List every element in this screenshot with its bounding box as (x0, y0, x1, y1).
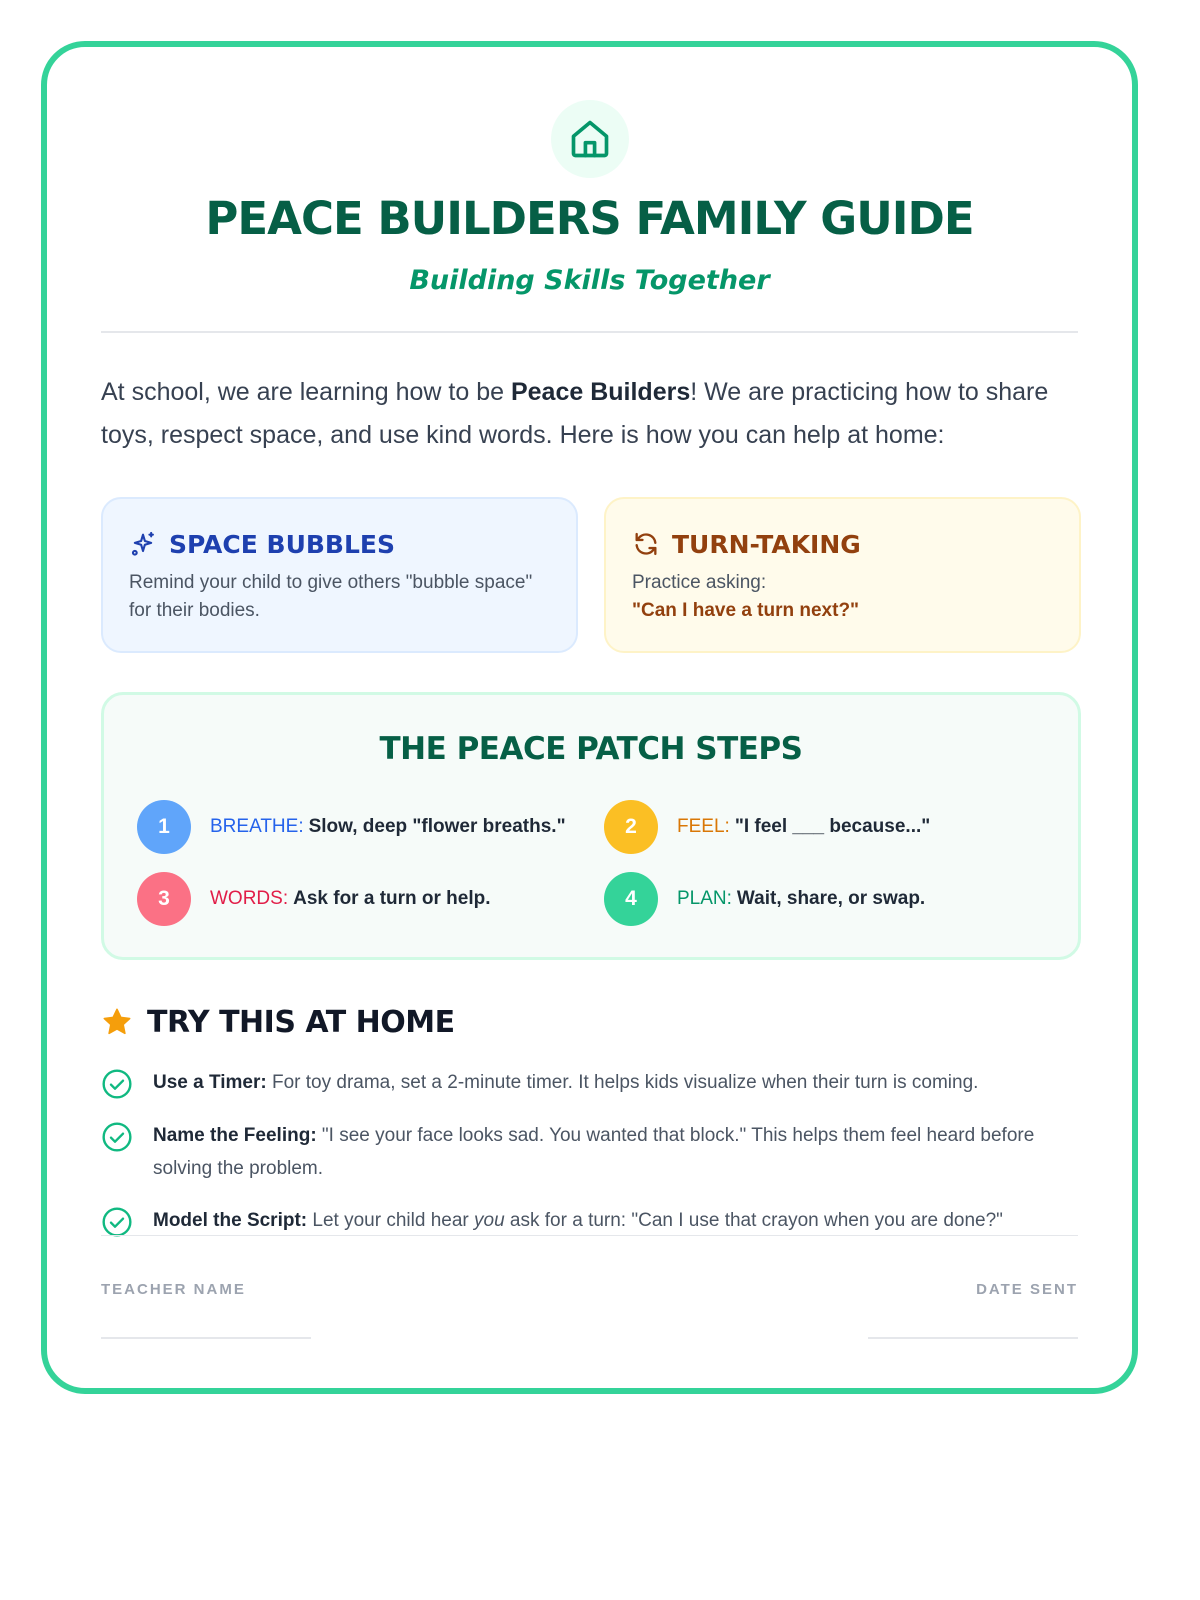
sparkles-icon (129, 530, 157, 558)
intro-text-start: At school, we are learning how to be (101, 378, 511, 406)
home-tip-text (153, 1119, 1078, 1185)
list-item (101, 1119, 1078, 1185)
step-text (210, 888, 491, 910)
turn-taking-quote: "Can I have a turn next?" (632, 600, 860, 621)
check-circle-icon (101, 1206, 133, 1238)
try-at-home-section (101, 1002, 1078, 1231)
step-description: Slow, deep "flower breaths." (308, 816, 566, 837)
try-at-home-header (101, 1002, 1078, 1042)
turn-taking-body (632, 569, 1053, 625)
step-text (677, 888, 925, 910)
star-icon (101, 1006, 133, 1038)
date-sent-label: DATE SENT (976, 1281, 1078, 1298)
step-number: 4 (604, 872, 658, 926)
turn-taking-card (604, 497, 1081, 653)
home-tip-detail: "I see your face looks sad. You wanted that block." This helps them feel heard before solving the problem. (153, 1125, 1035, 1179)
home-tip-text (153, 1204, 1003, 1237)
step-label: PLAN: (677, 888, 732, 909)
intro-highlight: Peace Builders (510, 378, 691, 406)
home-tip-label: Model the Script: (153, 1210, 308, 1231)
peace-patch-steps (101, 692, 1081, 960)
teacher-signature-line (101, 1337, 311, 1339)
try-at-home-title: TRY THIS AT HOME (147, 1004, 455, 1040)
intro-paragraph (101, 371, 1078, 457)
space-bubbles-title: SPACE BUBBLES (169, 529, 395, 559)
step-description: Ask for a turn or help. (293, 888, 491, 909)
home-tip-emphasis: you (474, 1210, 505, 1231)
footer-divider (101, 1235, 1078, 1236)
step-label: BREATHE: (210, 816, 304, 837)
step-number: 3 (137, 872, 191, 926)
step-text (210, 816, 566, 838)
step-feel (604, 800, 930, 854)
guide-card (41, 41, 1138, 1394)
check-circle-icon (101, 1068, 133, 1100)
header-divider (101, 331, 1078, 333)
step-description: "I feel ___ because..." (734, 816, 931, 837)
turn-taking-title: TURN-TAKING (672, 529, 861, 559)
page-subtitle: Building Skills Together (409, 265, 770, 296)
space-bubbles-header (129, 527, 550, 561)
step-text (677, 816, 930, 838)
step-breathe (137, 800, 566, 854)
home-icon (568, 117, 612, 161)
step-label: WORDS: (210, 888, 289, 909)
list-item (101, 1204, 1078, 1238)
refresh-icon (632, 530, 660, 558)
list-item (101, 1066, 1078, 1100)
teacher-name-label: TEACHER NAME (101, 1281, 246, 1298)
home-tip-text (153, 1066, 978, 1099)
step-number: 1 (137, 800, 191, 854)
step-label: FEEL: (677, 816, 730, 837)
page-title: PEACE BUILDERS FAMILY GUIDE (205, 192, 974, 245)
home-tip-label: Use a Timer: (153, 1072, 267, 1093)
space-bubbles-body: Remind your child to give others "bubble space" for their bodies. (129, 572, 533, 621)
turn-taking-header (632, 527, 1053, 561)
home-tips-list (101, 1066, 1078, 1257)
step-plan (604, 872, 925, 926)
check-circle-icon (101, 1121, 133, 1153)
home-tip-detail: Let your child hear (307, 1210, 474, 1231)
date-signature-line (868, 1337, 1078, 1339)
home-tip-detail: ask for a turn: "Can I use that crayon when you are done?" (504, 1210, 1003, 1231)
space-bubbles-card (101, 497, 578, 653)
step-words (137, 872, 491, 926)
step-description: Wait, share, or swap. (736, 888, 926, 909)
turn-taking-prompt: Practice asking: (632, 572, 767, 593)
home-tip-label: Name the Feeling: (153, 1125, 317, 1146)
home-tip-detail: For toy drama, set a 2-minute timer. It helps kids visualize when their turn is coming. (266, 1072, 979, 1093)
home-badge (551, 100, 629, 178)
intro-text-end: ! We are practicing how to share toys, respect space, and use kind words. Here is how you can help at home: (101, 378, 1049, 449)
step-number: 2 (604, 800, 658, 854)
steps-title: THE PEACE PATCH STEPS (379, 731, 803, 767)
